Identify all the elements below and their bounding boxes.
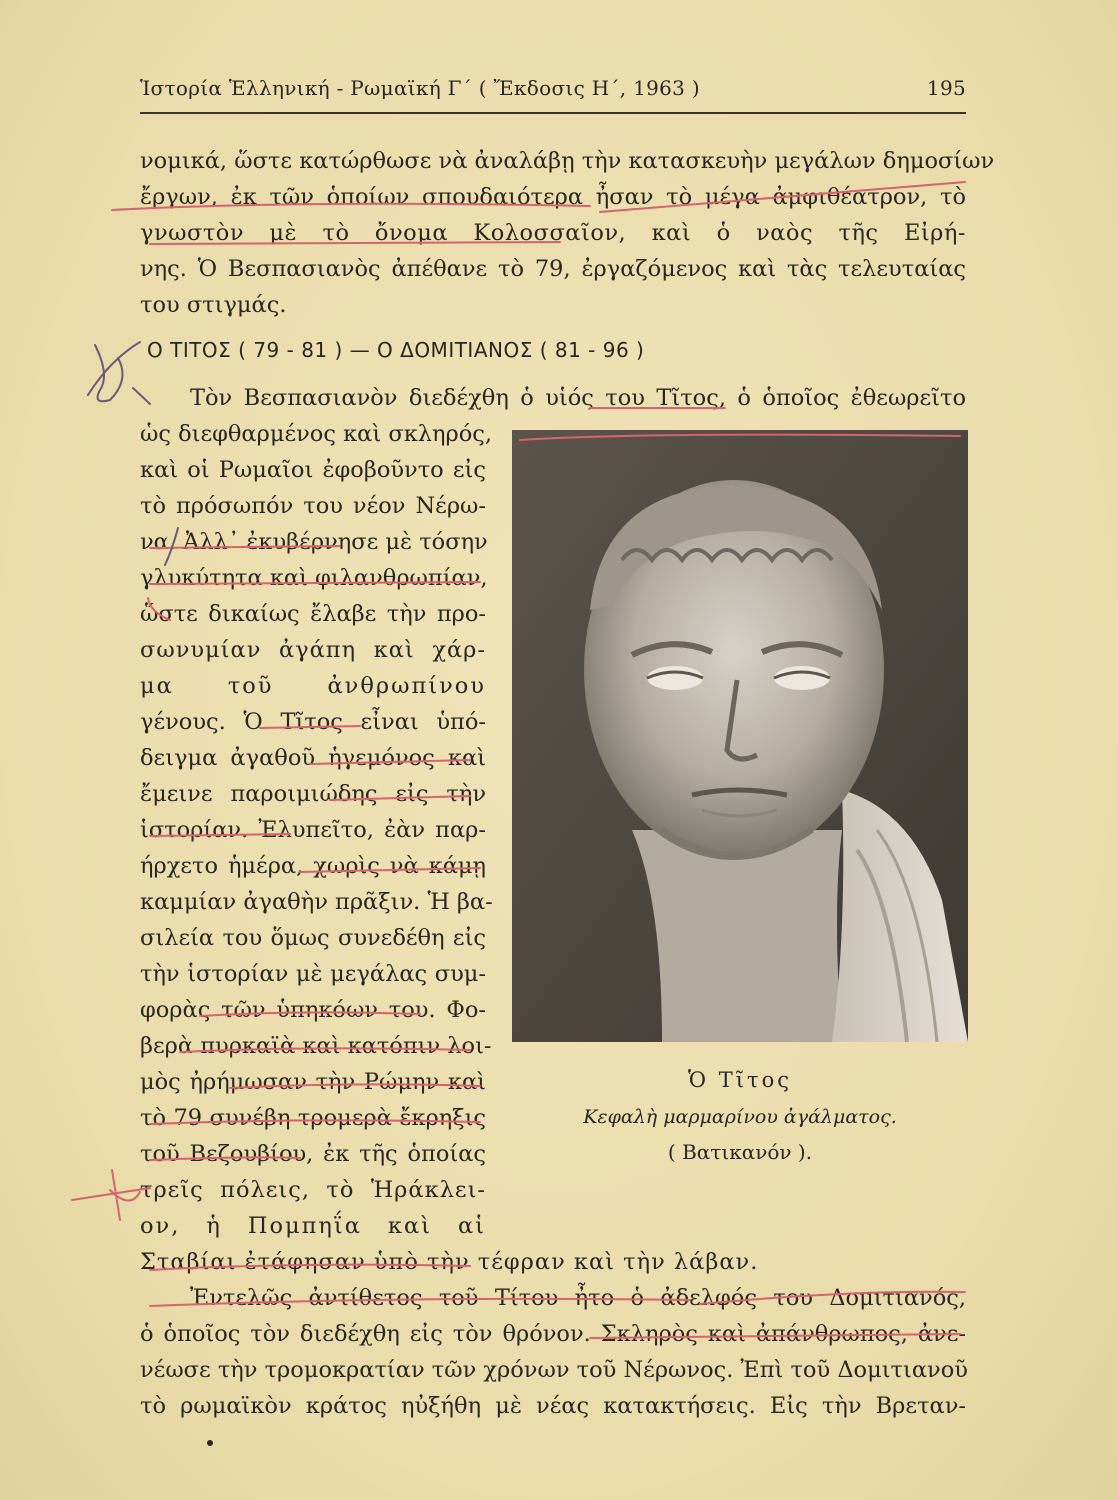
text-line: του στιγμάς.	[140, 292, 287, 318]
text-line: μὸς ἠρήμωσαν τὴν Ρώμην καὶ	[140, 1069, 486, 1095]
text-line: τρεῖς πόλεις, τὸ Ἡράκλει-	[140, 1177, 486, 1203]
text-line: τὸ ρωμαϊκὸν κράτος ηὐξήθη μὲ νέας κατακτήσεις. Εἰς τὴν Βρεταν-	[140, 1393, 966, 1419]
text-line: να. Ἀλλ᾽ ἐκυβέρνησε μὲ τόσην	[140, 529, 488, 555]
text-line: ον, ἡ Πομπηΐα καὶ αἱ	[140, 1213, 486, 1239]
text-line: τὸ 79 συνέβη τρομερὰ ἔκρηξις	[140, 1105, 486, 1131]
text-line: νέωσε τὴν τρομοκρατίαν τῶν χρόνων τοῦ Νέρωνος. Ἐπὶ τοῦ Δομιτιανοῦ	[140, 1357, 968, 1383]
bust-illustration	[512, 430, 968, 1042]
book-title: Ἱστορία Ἑλληνική - Ρωμαϊκή Γ΄ ( Ἔκδοσις Η΄, 1963 )	[140, 76, 700, 100]
text-line: καὶ οἱ Ρωμαῖοι ἐφοβοῦντο εἰς	[140, 457, 486, 483]
margin-tick-mark	[133, 388, 150, 404]
text-line: νομικά, ὥστε κατώρθωσε νὰ ἀναλάβῃ τὴν κατασκευὴν μεγάλων δημοσίων	[140, 148, 995, 174]
text-line: σωνυμίαν ἀγάπη καὶ χάρ-	[140, 637, 486, 663]
text-line: ὁ ὁποῖος τὸν διεδέχθη εἰς τὸν θρόνον. Σκληρὸς καὶ ἀπάνθρωπος, ἀνε-	[140, 1321, 966, 1347]
page-number: 195	[926, 76, 966, 100]
text-line: ἱστορίαν. Ἐλυπεῖτο, ἐὰν παρ-	[140, 817, 486, 843]
text-line: Σταβίαι ἐτάφησαν ὑπὸ τὴν τέφραν καὶ τὴν λάβαν.	[140, 1249, 759, 1275]
text-line: μα τοῦ ἀνθρωπίνου	[140, 673, 486, 699]
text-line: σιλεία του ὅμως συνεδέθη εἰς	[140, 925, 486, 951]
margin-x-mark	[88, 342, 140, 395]
text-line: δειγμα ἀγαθοῦ ἡγεμόνος καὶ	[140, 745, 486, 771]
text-line: τὸ πρόσωπόν του νέον Νέρω-	[140, 493, 486, 519]
running-header	[140, 76, 966, 104]
text-line: καμμίαν ἀγαθὴν πρᾶξιν. Ἡ βα-	[140, 889, 493, 915]
text-line: Ἐντελῶς ἀντίθετος τοῦ Τίτου ἦτο ὁ ἀδελφός του Δομιτιανός,	[190, 1285, 966, 1311]
margin-plus-mark	[72, 1170, 150, 1220]
text-line: νης. Ὁ Βεσπασιανὸς ἀπέθανε τὸ 79, ἐργαζόμενος καὶ τὰς τελευταίας	[140, 256, 966, 282]
figure-caption-name: Ὁ Τῖτος	[688, 1068, 792, 1092]
text-line: βερὰ πυρκαϊὰ καὶ κατόπιν λοι-	[140, 1033, 492, 1059]
text-line: γένους. Ὁ Τῖτος εἶναι ὑπό-	[140, 709, 486, 735]
text-line: ἔμεινε παροιμιώδης εἰς τὴν	[140, 781, 486, 807]
header-rule	[140, 112, 966, 114]
figure-caption-description: Κεφαλὴ μαρμαρίνου ἀγάλματος.	[583, 1106, 897, 1128]
text-line: τοῦ Βεζουβίου, ἐκ τῆς ὁποίας	[140, 1141, 486, 1167]
text-line: ἔργων, ἐκ τῶν ὁποίων σπουδαιότερα ἦσαν τὸ μέγα ἀμφιθέατρον, τὸ	[140, 184, 966, 210]
text-line: φορὰς τῶν ὑπηκόων του. Φο-	[140, 997, 486, 1023]
text-line: γνωστὸν μὲ τὸ ὄνομα Κολοσσαῖον, καὶ ὁ ναὸς τῆς Εἰρή-	[140, 220, 966, 246]
text-line: ὥστε δικαίως ἔλαβε τὴν προ-	[140, 601, 486, 627]
page-speck	[207, 1440, 213, 1446]
text-line: ὡς διεφθαρμένος καὶ σκληρός,	[140, 421, 493, 447]
figure-caption-location: ( Βατικανόν ).	[667, 1140, 813, 1164]
text-line: Τὸν Βεσπασιανὸν διεδέχθη ὁ υἱός του Τῖτος, ὁ ὁποῖος ἐθεωρεῖτο	[190, 385, 966, 411]
section-heading: Ο ΤΙΤΟΣ ( 79 - 81 ) — Ο ΔΟΜΙΤΙΑΝΟΣ ( 81 - 96 )	[147, 338, 645, 362]
text-line: γλυκύτητα καὶ φιλανθρωπίαν,	[140, 565, 488, 591]
margin-plus-mark	[110, 1190, 140, 1201]
text-line: τὴν ἱστορίαν μὲ μεγάλας συμ-	[140, 961, 486, 987]
margin-x-mark	[95, 345, 123, 401]
titus-bust-photo	[512, 430, 968, 1042]
text-line: ήρχετο ἡμέρα, χωρὶς νὰ κάμῃ	[140, 853, 486, 879]
